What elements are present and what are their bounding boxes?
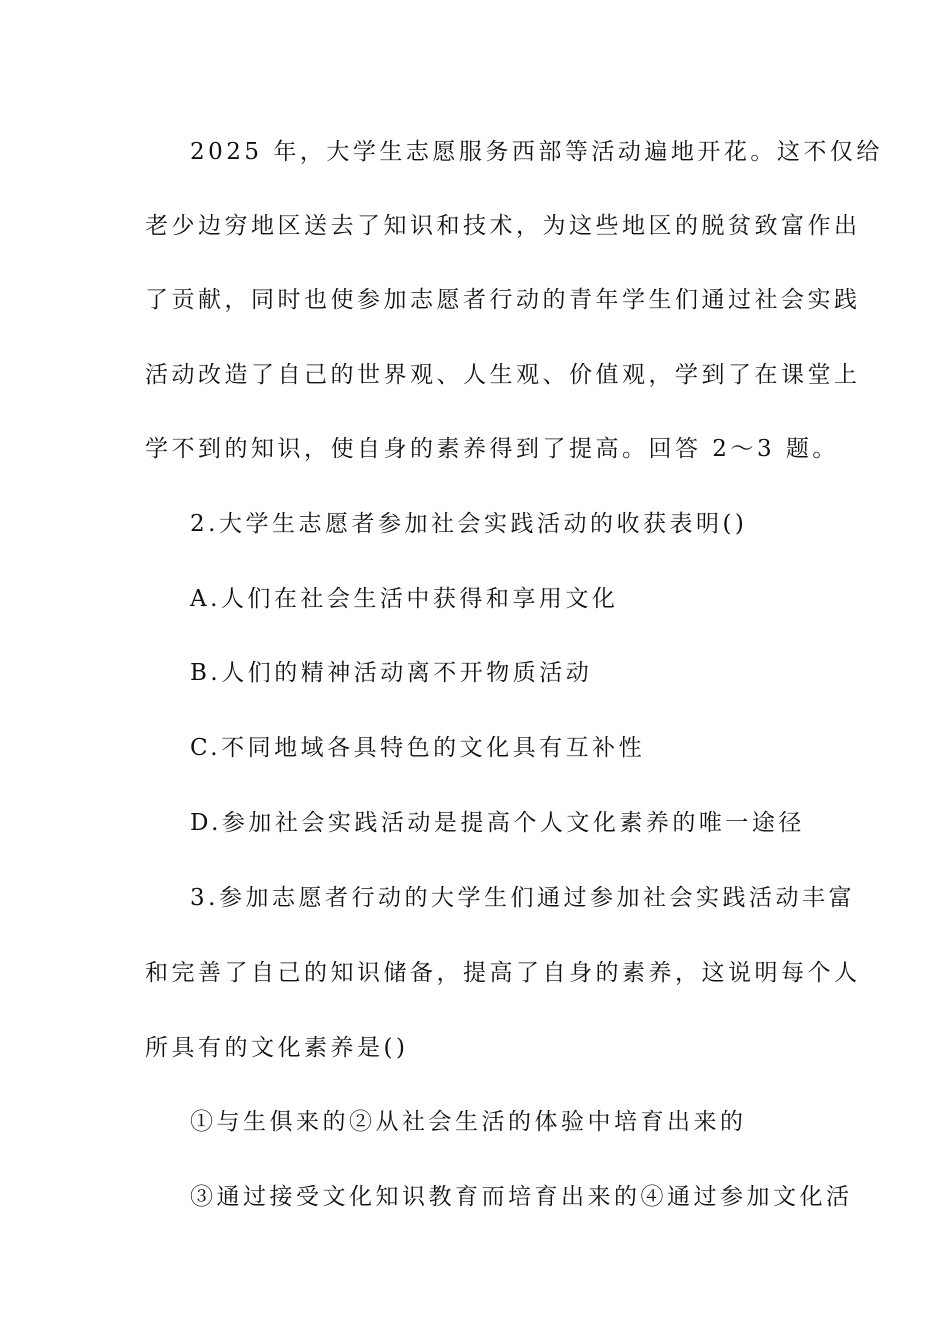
question-3-choices-line-2: ③通过接受文化知识教育而培育出来的④通过参加文化活	[190, 1184, 853, 1210]
question-2-option-c: C.不同地域各具特色的文化具有互补性	[190, 735, 646, 761]
passage-line-2: 老少边穷地区送去了知识和技术，为这些地区的脱贫致富作出	[145, 213, 861, 239]
passage-line-5: 学不到的知识，使自身的素养得到了提高。回答 2～3 题。	[145, 436, 839, 462]
passage-line-1: 2025 年，大学生志愿服务西部等活动遍地开花。这不仅给	[190, 139, 883, 165]
passage-line-4: 活动改造了自己的世界观、人生观、价值观，学到了在课堂上	[145, 362, 861, 388]
question-2-stem: 2.大学生志愿者参加社会实践活动的收获表明()	[190, 511, 748, 537]
question-2-option-b: B.人们的精神活动离不开物质活动	[190, 660, 593, 686]
question-3-stem-line-3: 所具有的文化素养是()	[145, 1035, 409, 1061]
question-2-option-a: A.人们在社会生活中获得和享用文化	[190, 586, 619, 612]
question-3-choices-line-1: ①与生俱来的②从社会生活的体验中培育出来的	[190, 1109, 747, 1135]
question-3-stem-line-1: 3.参加志愿者行动的大学生们通过参加社会实践活动丰富	[190, 885, 855, 911]
question-2-option-d: D.参加社会实践活动是提高个人文化素养的唯一途径	[190, 810, 805, 836]
passage-line-3: 了贡献，同时也使参加志愿者行动的青年学生们通过社会实践	[145, 287, 861, 313]
question-3-stem-line-2: 和完善了自己的知识储备，提高了自身的素养，这说明每个人	[145, 960, 861, 986]
